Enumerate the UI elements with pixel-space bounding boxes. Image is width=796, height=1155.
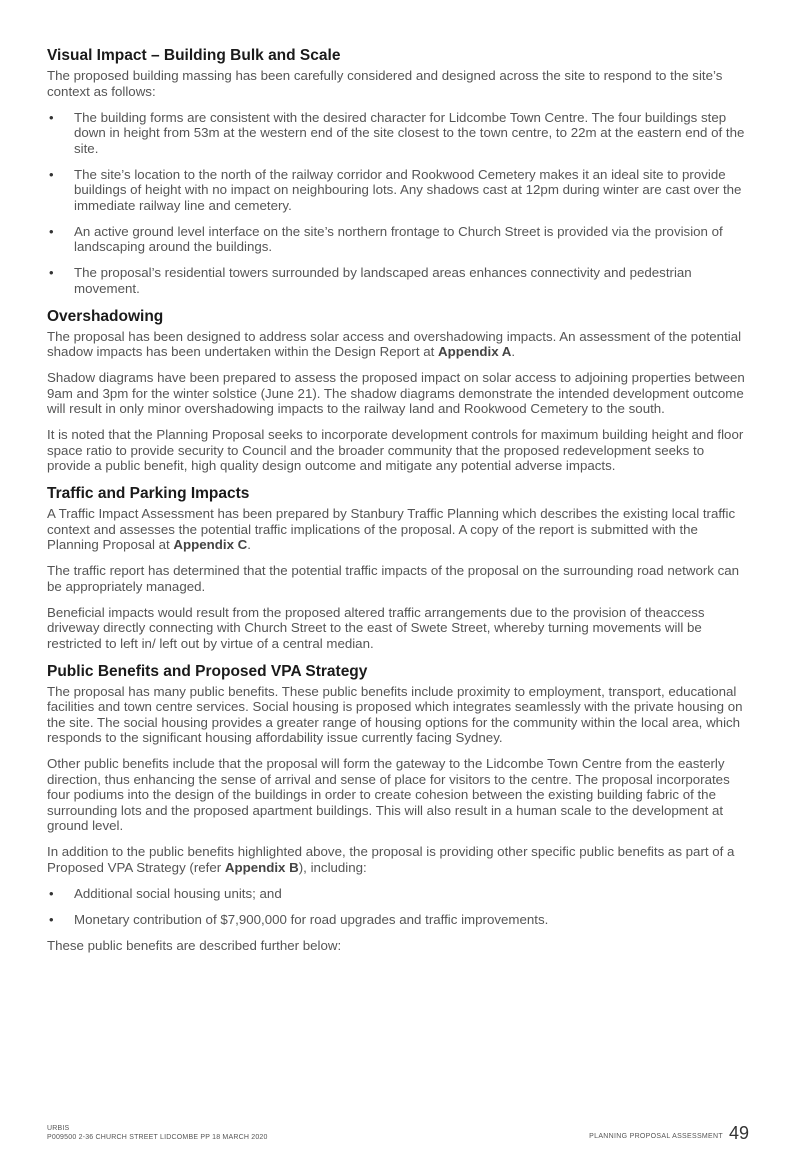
list-item: • The site’s location to the north of the railway corridor and Rookwood Cemetery makes it an ideal site to provide buildings of height with no impact on neighbouring lots. Any shadows cast at 12pm during winter are cast over the immediate railway line and cemetery. [47, 167, 747, 214]
list-item: • The proposal’s residential towers surrounded by landscaped areas enhances connectivity and pedestrian movement. [47, 265, 747, 296]
list-item: • The building forms are consistent with the desired character for Lidcombe Town Centre. The four buildings step down in height from 53m at the western end of the site closest to the town centre, to 22m at the eastern end of the site. [47, 110, 747, 157]
public-benefits-closing: These public benefits are described further below: [47, 937, 342, 953]
page-content [47, 46, 747, 964]
paragraph-text: A Traffic Impact Assessment has been prepared by Stanbury Traffic Planning which describes the existing local traffic context and assesses the potential traffic implications of the proposal. A copy of the report is submitted with the Planning Proposal at [47, 506, 736, 552]
overshadowing-paragraph-3: It is noted that the Planning Proposal seeks to incorporate development controls for maximum building height and floor space ratio to provide security to Council and the broader community that the proposed redevelopment seeks to provide a public benefit, high quality design outcome and mitigate any potential adverse impacts. [47, 427, 744, 473]
section-heading-visual-impact: Visual Impact – Building Bulk and Scale [47, 47, 341, 64]
visual-impact-intro: The proposed building massing has been carefully considered and designed across the site to respond to the site’s context as follows: [47, 68, 723, 99]
footer-reference: P009500 2-36 CHURCH STREET LIDCOMBE PP 18 MARCH 2020 [47, 1134, 268, 1141]
footer-right [589, 1124, 749, 1142]
appendix-c-reference: Appendix C [173, 537, 248, 552]
footer-document-title: PLANNING PROPOSAL ASSESSMENT [589, 1133, 723, 1140]
section-heading-traffic: Traffic and Parking Impacts [47, 485, 250, 502]
appendix-b-reference: Appendix B [224, 859, 299, 875]
section-heading-overshadowing: Overshadowing [47, 307, 164, 325]
footer-company: URBIS [47, 1125, 70, 1132]
appendix-a-reference: Appendix A [438, 344, 512, 359]
list-item: • Additional social housing units; and [47, 886, 747, 902]
traffic-paragraph-1 [47, 506, 747, 553]
traffic-paragraph-2: The traffic report has determined that the potential traffic impacts of the proposal on the surrounding road network can be appropriately managed. [47, 563, 740, 594]
public-benefits-bullet-list [47, 886, 747, 928]
footer-left [47, 1124, 268, 1142]
paragraph-end: ), including: [298, 859, 367, 875]
paragraph-text: In addition to the public benefits highlighted above, the proposal is providing other specific public benefits as part of a Proposed VPA Strategy (refer [47, 844, 735, 875]
list-item: • An active ground level interface on the site’s northern frontage to Church Street is provided via the provision of landscaping around the buildings. [47, 224, 747, 255]
paragraph-text: The proposal has been designed to address solar access and overshadowing impacts. An assessment of the potential shadow impacts has been undertaken within the Design Report at [47, 328, 742, 359]
overshadowing-paragraph-1 [47, 329, 747, 360]
paragraph-end: . [247, 537, 251, 552]
public-benefits-paragraph-2: Other public benefits include that the proposal will form the gateway to the Lidcombe Town Centre from the easterly direction, thus enhancing the sense of arrival and sense of place for visitors to the centre. The proposal incorporates four podiums into the design of the buildings in order to create cohesion between the existing building fabric of the surrounding lots and the proposed apartment buildings. This will also result in a human scale to the development at ground level. [47, 756, 730, 833]
visual-impact-bullet-list [47, 110, 747, 297]
public-benefits-paragraph-3 [47, 844, 747, 875]
section-heading-public-benefits: Public Benefits and Proposed VPA Strategy [47, 662, 368, 680]
overshadowing-paragraph-2: Shadow diagrams have been prepared to assess the proposed impact on solar access to adjoining properties between 9am and 3pm for the winter solstice (June 21). The shadow diagrams demonstrate the intended development outcome will result in only minor overshadowing impacts to the railway land and Rookwood Cemetery to the south. [47, 370, 745, 416]
page-number: 49 [728, 1123, 749, 1143]
list-item: • Monetary contribution of $7,900,000 for road upgrades and traffic improvements. [47, 912, 747, 928]
traffic-paragraph-3: Beneficial impacts would result from the proposed altered traffic arrangements due to the provision of theaccess driveway directly connecting with Church Street to the east of Swete Street, whereby turning movements will be restricted to left in/ left out by virtue of a central median. [47, 604, 705, 651]
public-benefits-paragraph-1: The proposal has many public benefits. These public benefits include proximity to employment, transport, educational facilities and town centre services. Social housing is proposed which integrates seamlessly with the private housing on the site. The social housing provides a greater range of housing options for the community within the local area, which responds to the significant housing affordability issue currently facing Sydney. [47, 683, 743, 745]
paragraph-end: . [511, 344, 516, 359]
